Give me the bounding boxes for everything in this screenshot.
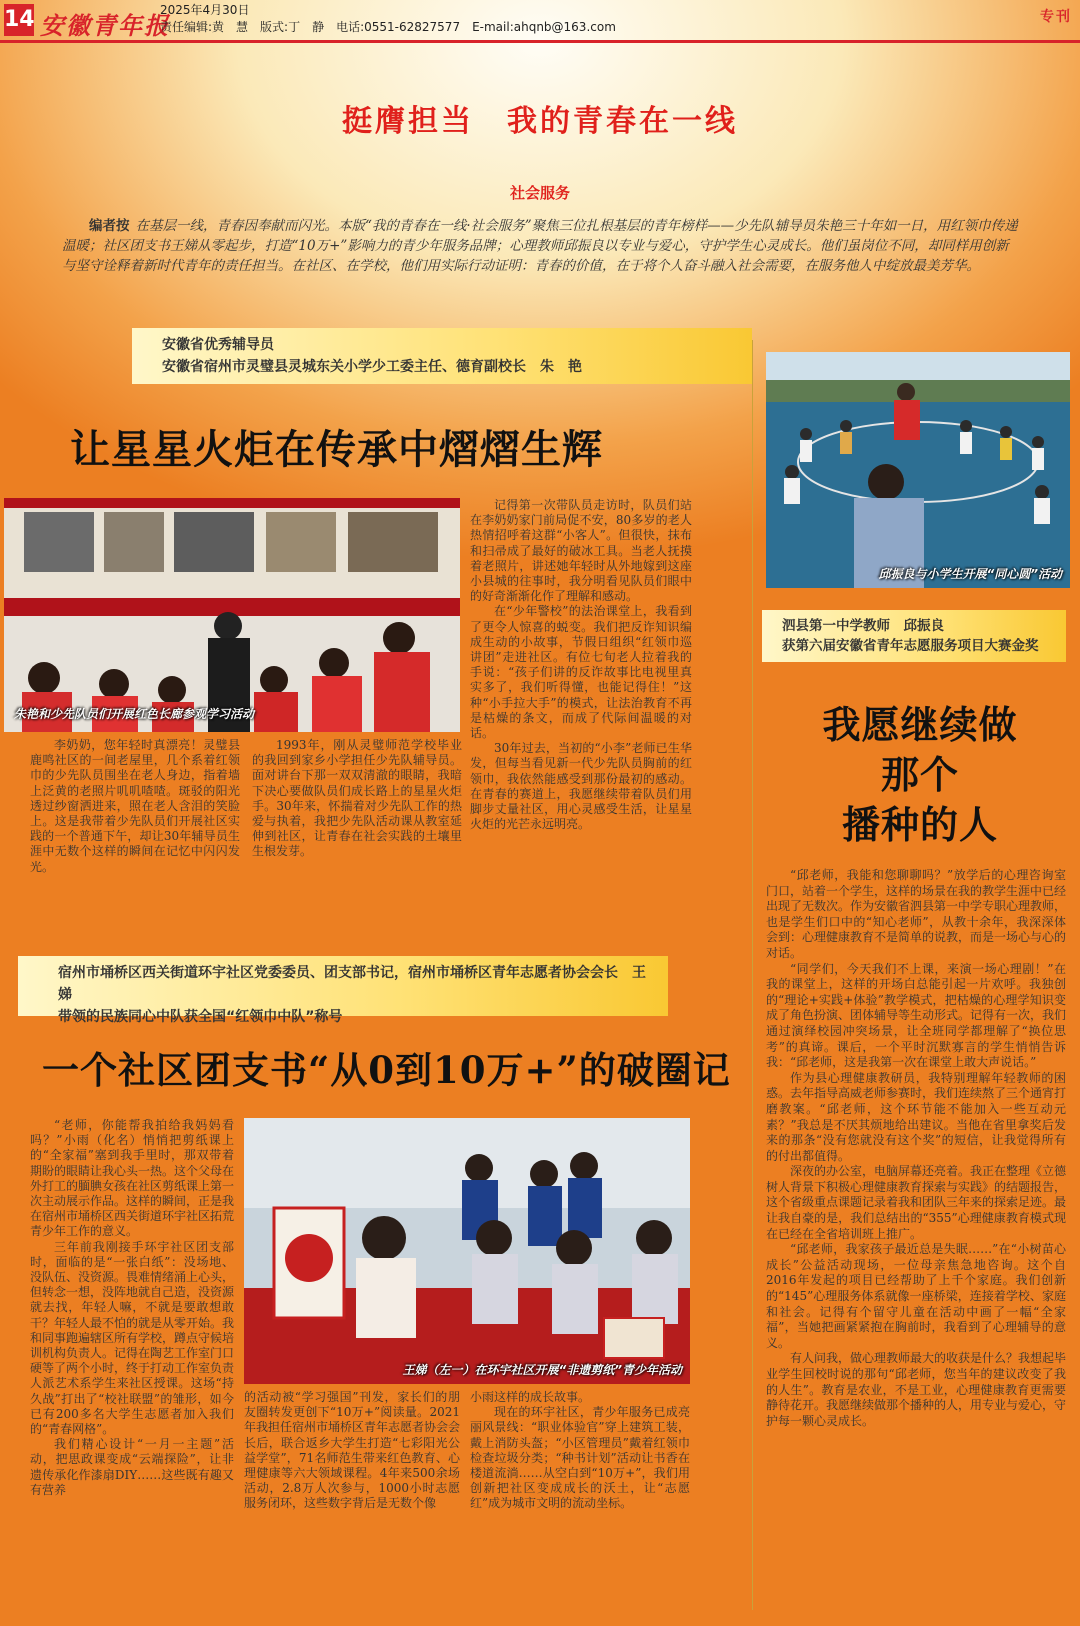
story1-honor-band	[132, 328, 752, 384]
story1-paragraph: 记得第一次带队员走访时，队员们站在李奶奶家门前局促不安，80多岁的老人热情招呼着这群“小客人”。但很快，抹布和扫帚成了最好的破冰工具。当老人抚摸着老照片，讲述她年轻时从外地嫁到这座小县城的往事时，我分明看见队员们眼中的好奇渐渐化作了理解和感动。	[470, 498, 692, 604]
story3-paragraph: 有人问我，做心理教师最大的收获是什么？我想起毕业学生回校时说的那句“邱老师，您当年的建议改变了我的人生”。教育是农业，不是工业，心理健康教育更需要静待花开。我愿继续做那个播种的人，用专业与爱心，守护每一颗心灵成长。	[766, 1351, 1067, 1428]
story2-photo-image	[244, 1118, 690, 1384]
story3-honor-line1: 泗县第一中学教师 邱振良	[782, 618, 944, 634]
story1-headline: 让星星火炬在传承中熠熠生辉	[70, 426, 603, 473]
story3-paragraph: “邱老师，我家孩子最近总是失眠……”在“小树苗心成长”公益活动现场，一位母亲焦急地咨询。这个自2016年发起的项目已经帮助了上千个家庭。我们创新的“145”心理服务体系就像一座桥梁，连接着学校、家庭和社会。记得有个留守儿童在活动中画了一幅“全家福”，当她把画紧紧抱在胸前时，我看到了心理辅导的意义。	[766, 1242, 1066, 1350]
story1-paragraph: 在“少年警校”的法治课堂上，我看到了更令人惊喜的蜕变。我们把反诈知识编成生动的小故事，节假日组织“红领巾巡讲团”走进社区。有位七旬老人拉着我的手说：“孩子们讲的反诈故事比电视里真实多了，我们听得懂，也能记得住！”这种“小手拉大手”的模式，让法治教育不再是枯燥的条文，而成了代际间温暖的对话。	[470, 604, 692, 741]
story2-column-1	[30, 1118, 234, 1498]
story1-honor-line2: 安徽省宿州市灵璧县灵城东关小学少工委主任、德育副校长 朱 艳	[162, 359, 582, 375]
story2-honor-band	[18, 956, 668, 1025]
story2-paragraph: 小雨这样的成长故事。	[470, 1390, 591, 1404]
section-subtitle: 社会服务	[509, 184, 570, 202]
story1-photo	[4, 498, 460, 732]
story2-column-3	[470, 1390, 690, 1512]
story1-column-2	[252, 738, 462, 860]
story1-paragraph: 1993年，刚从灵璧师范学校毕业的我回到家乡小学担任少先队辅导员。面对讲台下那一双双清澈的眼睛，我暗下决心要做队员们成长路上的星星火炬手。30年来，怀揣着对少先队工作的热爱与执着，我把少先队活动课从教室延伸到社区，让青春在社会实践的土壤里生根发芽。	[252, 738, 462, 859]
issue-info	[160, 2, 616, 36]
story1-photo-image	[4, 498, 460, 732]
section-badge: 专刊	[1040, 9, 1072, 25]
header-rule	[0, 40, 1080, 43]
story3-column	[766, 868, 1066, 1429]
story1-photo-caption: 朱艳和少先队员们开展红色长廊参观学习活动	[14, 707, 255, 721]
editor-note-lead: 编者按	[89, 218, 130, 234]
newspaper-logo: 安徽青年报	[40, 11, 170, 40]
issue-date: 2025年4月30日	[160, 3, 250, 17]
editor-contacts: 责任编辑:黄 慧 版式:丁 静 电话:0551-62827577 E-mail:ahqnb@163.com	[160, 20, 616, 34]
story2-honor-line1: 宿州市埇桥区西关街道环宇社区党委委员、团支部书记，宿州市埇桥区青年志愿者协会会长 王 娣	[58, 965, 660, 1003]
story3-paragraph: 作为县心理健康教研员，我特别理解年轻教师的困惑。去年指导高威老师参赛时，我们连续熬了三个通宵打磨教案。“邱老师，这个环节能不能加入一些互动元素？”我总是不厌其烦地给出建议。当他在省里拿奖后发来的那条“没有您就没有这个奖”的短信，让我觉得所有的付出都值得。	[766, 1070, 1067, 1163]
story3-headline-line: 播种的人	[841, 802, 998, 847]
story2-honor-line2: 带领的民族同心中队获全国“红领巾中队”称号	[58, 1009, 343, 1025]
story3-headline-line: 我愿继续做	[822, 702, 1018, 747]
story3-photo	[766, 352, 1070, 588]
story3-paragraph: 深夜的办公室，电脑屏幕还亮着。我正在整理《立德树人背景下积极心理健康教育探索与实践》的结题报告，这个省级重点课题记录着我和团队三年来的探索足迹。最让我自豪的是，我们总结出的“355”心理健康教育模式现在已经在全省培训班上推广。	[766, 1164, 1067, 1241]
story1-honor-line1: 安徽省优秀辅导员	[162, 337, 274, 353]
story3-photo-caption: 邱振良与小学生开展“同心圆”活动	[878, 567, 1062, 581]
editor-note-text: 在基层一线，青春因奉献而闪光。本版“我的青春在一线·社会服务”聚焦三位扎根基层的青年榜样——少先队辅导员朱艳三十年如一日，用红领巾传递温暖；社区团支书王娣从零起步，打造“10万+”影响力的青少年服务品牌；心理教师邱振良以专业与爱心，守护学生心灵成长。他们虽岗位不同，却同样用创新与坚守诠释着新时代青年的责任担当。在社区、在学校，他们用实际行动证明：青春的价值，在于将个人奋斗融入社会需要，在服务他人中绽放最美芳华。	[62, 218, 1018, 274]
story2-photo-caption: 王娣（左一）在环宇社区开展“非遗剪纸”青少年活动	[402, 1363, 682, 1377]
editor-note	[62, 216, 1020, 276]
page-title: 挺膺担当 我的青春在一线	[342, 104, 738, 139]
story3-honor-line2: 获第六届安徽省青年志愿服务项目大赛金奖	[782, 638, 1039, 654]
page-number: 14	[4, 4, 34, 36]
story1-paragraph: 李奶奶，您年轻时真漂亮！灵璧县鹿鸣社区的一间老屋里，几个系着红领巾的少先队员围坐在老人身边，指着墙上泛黄的老照片叽叽喳喳。斑驳的阳光透过纱窗洒进来，照在老人含泪的笑脸上。这是我带着少先队员们开展社区实践的一个普通下午，却让30年辅导员生涯中无数个这样的瞬间在记忆中闪闪发光。	[30, 738, 240, 874]
story2-paragraph: 我们精心设计“一月一主题”活动，把思政课变成“云端探险”，让非遗传承化作漆扇DIY……这些既有趣又有营养	[30, 1437, 234, 1497]
story2-photo	[244, 1118, 690, 1384]
story2-paragraph: 现在的环宇社区，青少年服务已成亮丽风景线：“职业体验官”穿上建筑工装，戴上消防头盔；“小区管理员”戴着红领巾检查垃圾分类；“种书计划”活动让书香在楼道流淌……从空白到“10万+”，我们用创新把社区变成成长的沃土，让“志愿红”成为城市文明的流动坐标。	[470, 1405, 690, 1511]
story2-column-2	[244, 1390, 460, 1512]
story1-column-3	[470, 498, 692, 832]
story2-paragraph: 三年前我刚接手环宇社区团支部时，面临的是“一张白纸”：没场地、没队伍、没资源。畏难情绪涌上心头，但转念一想，没阵地就自己造，没资源就去找，年轻人嘛，不就是要敢想敢干？年轻人最不怕的就是从零开始。我和同事跑遍辖区所有学校，蹲点守候培训机构负责人。记得在陶艺工作室门口硬等了两个小时，终于打动工作室负责人派艺术系学生来社区授课。这场“持久战”打出了“校社联盟”的雏形，如今已有200多名大学生志愿者加入我们的“青春网格”。	[30, 1239, 235, 1437]
story3-photo-image	[766, 352, 1070, 588]
story1-column-1	[30, 738, 240, 875]
story3-headline-line: 那个	[880, 752, 959, 797]
masthead	[0, 0, 1080, 42]
story2-paragraph: 的活动被“学习强国”刊发，家长们的朋友圈转发更创下“10万+”阅读量。2021年我担任宿州市埇桥区青年志愿者协会会长后，联合返乡大学生打造“七彩阳光公益学堂”，71名师范生带来红色教育、心理健康等六大领域课程。4年来500余场活动，2.8万人次参与，1000小时志愿服务闭环，这些数字背后是无数个像	[244, 1390, 461, 1511]
story2-paragraph: “老师，你能帮我拍给我妈妈看吗？”小雨（化名）悄悄把剪纸课上的“全家福”塞到我手里时，那双带着期盼的眼睛让我心头一热。这个父母在外打工的腼腆女孩在社区剪纸课上第一次主动展示作品。这样的瞬间，正是我在宿州市埇桥区西关街道环宇社区拓荒青少年工作的意义。	[30, 1118, 235, 1239]
column-divider	[752, 340, 753, 1610]
story3-paragraph: “同学们，今天我们不上课，来演一场心理剧！”在我的课堂上，这样的开场白总能引起一片欢呼。我独创的“理论+实践+体验”教学模式，把枯燥的心理学知识变成了角色扮演、团体辅导等生动形式。记得有一次，我们通过演绎校园冲突场景，让全班同学都理解了“换位思考”的真谛。课后，一个平时沉默寡言的学生悄悄告诉我：“邱老师，这是我第一次在课堂上敢大声说话。”	[766, 961, 1067, 1070]
story1-paragraph: 30年过去，当初的“小李”老师已生华发，但每当看见新一代少先队员胸前的红领巾，我依然能感受到那份最初的感动。在青春的赛道上，我愿继续带着队员们用脚步丈量社区，用心灵感受生活，让星星火炬的光芒永远明亮。	[470, 741, 692, 832]
story3-headline	[770, 700, 1070, 850]
story3-paragraph: “邱老师，我能和您聊聊吗？”放学后的心理咨询室门口，站着一个学生，这样的场景在我的教学生涯中已经出现了无数次。作为安徽省泗县第一中学专职心理教师，也是学生们口中的“知心老师”，从教十余年，我深深体会到：心理健康教育不是简单的说教，而是一场心与心的对话。	[766, 868, 1067, 960]
story3-honor-band	[762, 610, 1066, 662]
story2-headline: 一个社区团支书“从0到10万+”的破圈记	[42, 1048, 731, 1092]
